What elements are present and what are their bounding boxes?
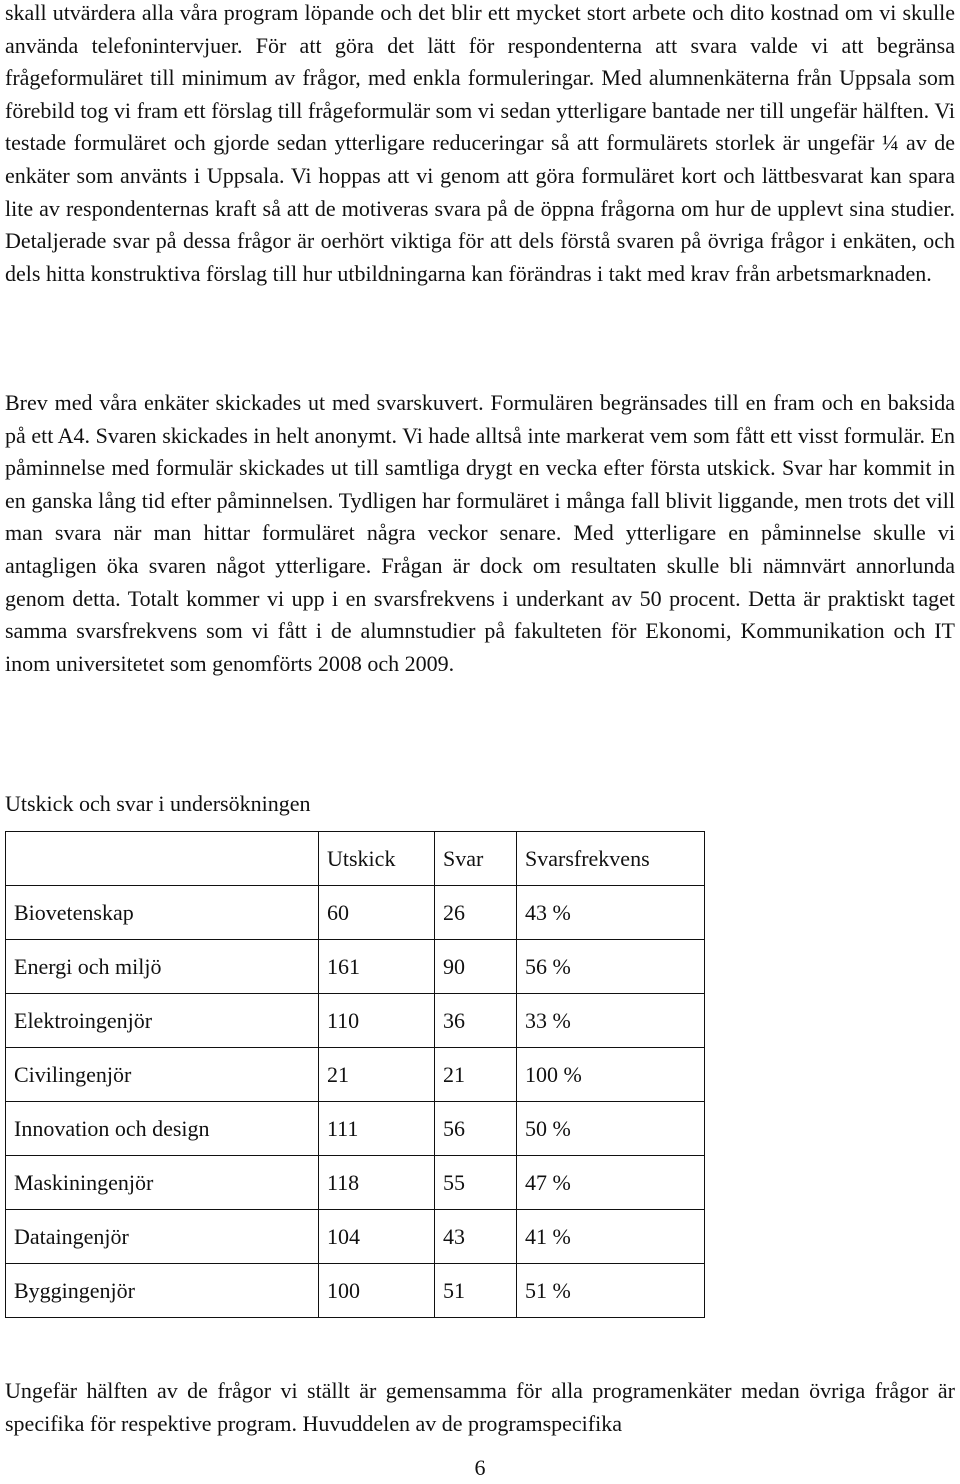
page-number: 6 [474,1455,486,1480]
utskick-cell: 21 [319,1048,435,1102]
program-cell: Elektroingenjör [6,994,319,1048]
table-row [6,1048,705,1102]
svarsfrekvens-cell: 47 % [517,1156,705,1210]
utskick-cell: 118 [319,1156,435,1210]
svar-cell: 56 [435,1102,517,1156]
svar-cell: 21 [435,1048,517,1102]
svarsfrekvens-cell: 33 % [517,994,705,1048]
svarsfrekvens-cell: 100 % [517,1048,705,1102]
svarsfrekvens-cell: 56 % [517,940,705,994]
table-row [6,1156,705,1210]
paragraph-questions: Ungefär hälften av de frågor vi ställt är gemensamma för alla programenkäter medan övriga frågor är specifika för respektive program. Huvuddelen av de programspecifika [5,1378,955,1436]
program-cell: Biovetenskap [6,886,319,940]
program-cell: Byggingenjör [6,1264,319,1318]
program-cell: Maskiningenjör [6,1156,319,1210]
utskick-cell: 104 [319,1210,435,1264]
table-row [6,940,705,994]
header-cell-svar: Svar [435,832,517,886]
utskick-cell: 111 [319,1102,435,1156]
svar-cell: 55 [435,1156,517,1210]
program-cell: Innovation och design [6,1102,319,1156]
table-row [6,994,705,1048]
utskick-cell: 60 [319,886,435,940]
table-row [6,886,705,940]
svar-cell: 90 [435,940,517,994]
svar-cell: 43 [435,1210,517,1264]
program-cell: Civilingenjör [6,1048,319,1102]
utskick-cell: 100 [319,1264,435,1318]
svarsfrekvens-cell: 50 % [517,1102,705,1156]
program-cell: Energi och miljö [6,940,319,994]
header-cell-utskick: Utskick [319,832,435,886]
utskick-cell: 161 [319,940,435,994]
header-cell-svarsfrekvens: Svarsfrekvens [517,832,705,886]
program-cell: Dataingenjör [6,1210,319,1264]
table-header-row [6,832,705,886]
svarsfrekvens-cell: 41 % [517,1210,705,1264]
svarsfrekvens-cell: 51 % [517,1264,705,1318]
svar-cell: 51 [435,1264,517,1318]
svar-cell: 36 [435,994,517,1048]
table-row [6,1264,705,1318]
svar-cell: 26 [435,886,517,940]
paragraph-distribution: Brev med våra enkäter skickades ut med svarskuvert. Formulären begränsades till en fram och en baksida på ett A4. Svaren skickades in helt anonymt. Vi hade alltså inte markerat vem som fått ett visst formulär. En påminnelse med formulär skickades ut till samtliga drygt en vecka efter första utskick. Svar har kommit in en ganska lång tid efter påminnelsen. Tydligen har formuläret i många fall blivit liggande, men trots det vill man svara när man hittar formuläret några veckor senare. Med ytterligare en påminnelse skulle vi antagligen öka svaren något ytterligare. Frågan är dock om resultaten skulle bli nämnvärt annorlunda genom detta. Totalt kommer vi upp i en svarsfrekvens i underkant av 50 procent. Detta är praktiskt taget samma svarsfrekvens som vi fått i de alumnstudier på fakulteten för Ekonomi, Kommunikation och IT inom universitetet som genomförts 2008 och 2009. [5,390,955,676]
svarsfrekvens-cell: 43 % [517,886,705,940]
table-row [6,1210,705,1264]
paragraph-method: skall utvärdera alla våra program löpande och det blir ett mycket stort arbete och dito kostnad om vi skulle använda telefonintervjuer. För att göra det lätt för respondenterna att svara valde vi att begränsa frågeformuläret till minimum av frågor, med enkla formuleringar. Med alumnenkäterna från Uppsala som förebild tog vi fram ett förslag till frågeformulär som vi sedan ytterligare bantade ner till ungefär hälften. Vi testade formuläret och gjorde sedan ytterligare reduceringar så att formulärets storlek är ungefär ¼ av de enkäter som använts i Uppsala. Vi hoppas att vi genom att göra formuläret kort och lättbesvarat kan spara lite av respondenternas kraft så att de motiveras svara på de öppna frågorna om hur de upplevt sina studier. Detaljerade svar på dessa frågor är oerhört viktiga för att dels förstå svaren på övriga frågor i enkäten, och dels hitta konstruktiva förslag till hur utbildningarna kan förändras i takt med krav från arbetsmarknaden. [5,0,955,286]
header-cell-empty [6,832,319,886]
table-row [6,1102,705,1156]
table-caption: Utskick och svar i undersökningen [5,791,311,816]
survey-table [5,831,705,1318]
utskick-cell: 110 [319,994,435,1048]
